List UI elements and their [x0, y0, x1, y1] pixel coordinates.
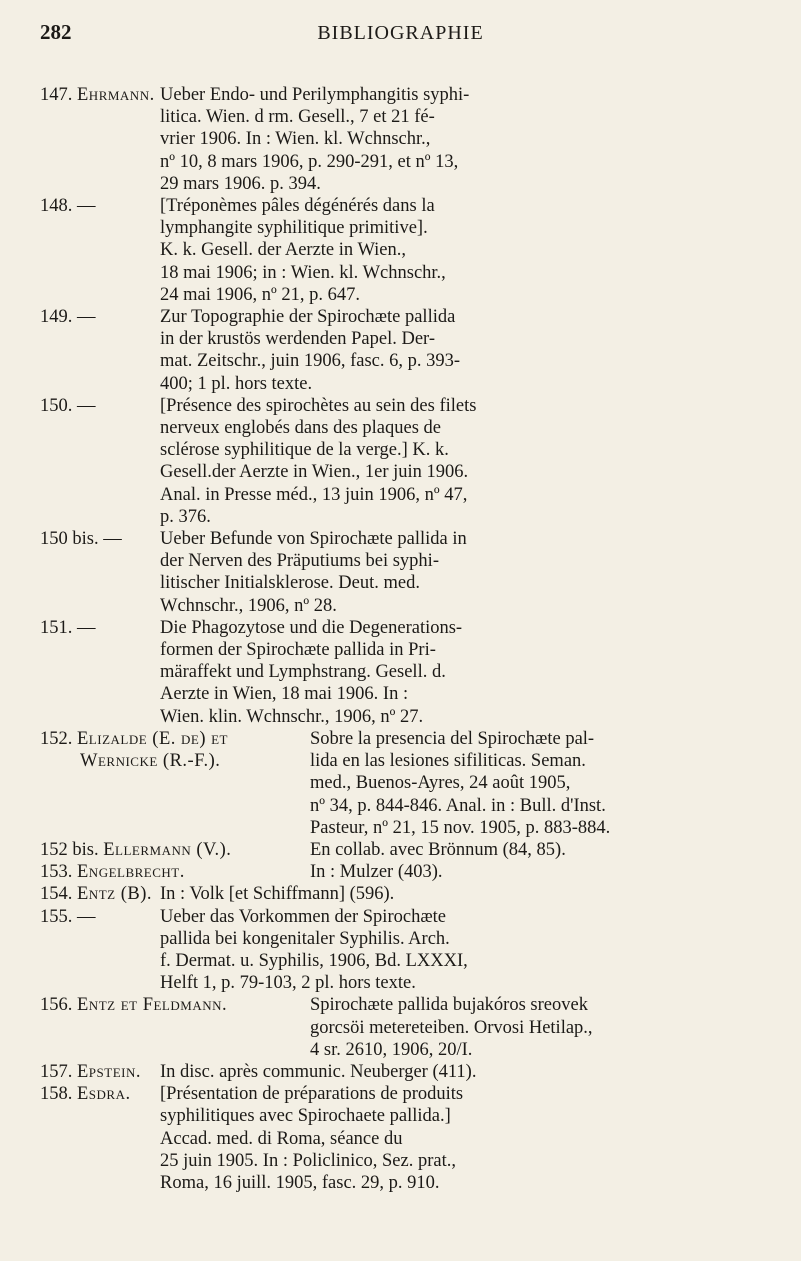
entry-line: 18 mai 1906; in : Wien. kl. Wchnschr., [160, 262, 446, 283]
entry-author: — [77, 196, 96, 217]
entry-text [160, 195, 780, 306]
entry-line: Zur Topographie der Spirochæte pallida [160, 307, 456, 328]
entry-line: litischer Initialsklerose. Deut. med. [160, 573, 420, 594]
entry-line: Aerzte in Wien, 18 mai 1906. In : [160, 684, 409, 705]
entry-line: sclérose syphilitique de la verge.] K. k. [160, 440, 449, 461]
bib-entry [40, 1083, 780, 1194]
bib-entry [40, 883, 780, 905]
entry-line: märaffekt und Lymphstrang. Gesell. d. [160, 662, 446, 683]
entry-line: Wien. klin. Wchnschr., 1906, nº 27. [160, 706, 424, 727]
entry-line: nº 10, 8 mars 1906, p. 290-291, et nº 13, [160, 151, 459, 172]
entry-label [40, 839, 310, 861]
entry-author: Ehrmann. [77, 85, 155, 105]
entry-number: 152 bis. [40, 839, 104, 860]
entry-text [310, 839, 780, 861]
entry-line: Ueber Endo- und Perilymphangitis syphi- [160, 85, 470, 105]
entry-line: Ueber Befunde von Spirochæte pallida in [160, 529, 467, 550]
entry-line: nº 34, p. 844-846. Anal. in : Bull. d'Inst. [310, 795, 606, 816]
entry-text [310, 728, 780, 839]
bib-entry [40, 839, 780, 861]
entry-author: Elizalde (E. de) et [77, 728, 229, 749]
entry-author: Ellermann (V.). [103, 839, 232, 860]
page-header [0, 20, 801, 50]
entry-line: Accad. med. di Roma, séance du [160, 1128, 403, 1149]
entry-line: 400; 1 pl. hors texte. [160, 373, 313, 394]
entry-line: gorcsöi metereteiben. Orvosi Hetilap., [310, 1017, 593, 1038]
entry-line: formen der Spirochæte pallida in Pri- [160, 640, 436, 661]
entry-line: 4 sr. 2610, 1906, 20/I. [310, 1039, 473, 1060]
entry-label [40, 306, 160, 395]
entry-number: 156. [40, 995, 77, 1016]
entry-line: lymphangite syphilitique primitive]. [160, 218, 428, 239]
entry-author: — [103, 529, 123, 550]
bib-entry [40, 84, 780, 195]
entry-author: — [77, 906, 96, 927]
entry-author: Esdra. [77, 1084, 131, 1105]
entry-number: 153. [40, 862, 77, 883]
entry-line: Helft 1, p. 79-103, 2 pl. hors texte. [160, 973, 416, 994]
page-number: 282 [40, 20, 72, 44]
entry-text [160, 1083, 780, 1194]
entry-author: Entz (B). [77, 884, 152, 905]
entry-line: Spirochæte pallida bujakóros sreovek [310, 995, 588, 1016]
bib-entry [40, 528, 780, 617]
entry-author: — [77, 307, 96, 328]
bib-entry [40, 617, 780, 728]
entry-text [160, 617, 780, 728]
entry-text [310, 861, 780, 883]
entry-line: 25 juin 1905. In : Policlinico, Sez. prat., [160, 1150, 456, 1171]
entry-label [40, 994, 310, 1061]
entry-text [160, 306, 780, 395]
entry-line: Die Phagozytose und die Degenerations- [160, 617, 463, 638]
entry-line: vrier 1906. In : Wien. kl. Wchnschr., [160, 129, 431, 150]
entry-line: p. 376. [160, 506, 211, 527]
bib-entry [40, 728, 780, 839]
entry-line: Ueber das Vorkommen der Spirochæte [160, 906, 447, 927]
entry-number: 157. [40, 1061, 77, 1082]
entry-line: En collab. avec Brönnum (84, 85). [310, 839, 566, 860]
entry-author: Engelbrecht. [77, 862, 185, 883]
entry-line: Sobre la presencia del Spirochæte pal- [310, 728, 595, 749]
bib-entry [40, 861, 780, 883]
entry-line: Wchnschr., 1906, nº 28. [160, 595, 337, 616]
entry-line: pallida bei kongenitaler Syphilis. Arch. [160, 928, 450, 949]
entry-text [160, 906, 780, 995]
entry-line: K. k. Gesell. der Aerzte in Wien., [160, 240, 407, 261]
entry-label [40, 906, 160, 995]
entry-text [160, 883, 780, 905]
entry-label [40, 728, 310, 839]
bib-entry [40, 1061, 780, 1083]
entry-author: — [77, 617, 96, 638]
entry-line: Gesell.der Aerzte in Wien., 1er juin 1906. [160, 462, 469, 483]
entry-number: 150 bis. [40, 529, 104, 550]
entry-number: 149. [40, 307, 77, 328]
entry-line: med., Buenos-Ayres, 24 août 1905, [310, 773, 571, 794]
entry-line: 24 mai 1906, nº 21, p. 647. [160, 284, 360, 305]
entry-line: Pasteur, nº 21, 15 nov. 1905, p. 883-884. [310, 817, 611, 838]
entry-text [160, 395, 780, 528]
entry-label [40, 195, 160, 306]
entry-label [40, 528, 160, 617]
entry-text [160, 84, 780, 195]
bibliography-list [40, 84, 780, 1194]
entry-line: In : Volk [et Schiffmann] (596). [160, 884, 395, 905]
entry-line: in der krustös werdenden Papel. Der- [160, 329, 435, 350]
entry-label [40, 617, 160, 728]
entry-line: lida en las lesiones sifiliticas. Seman. [310, 751, 586, 772]
entry-line: [Présence des spirochètes au sein des filets [160, 395, 477, 416]
entry-author-2: Wernicke (R.-F.). [80, 751, 221, 772]
running-title: BIBLIOGRAPHIE [317, 22, 484, 44]
entry-author: — [77, 395, 96, 416]
entry-text [310, 994, 780, 1061]
bib-entry [40, 195, 780, 306]
entry-number: 152. [40, 728, 77, 749]
entry-line: der Nerven des Präputiums bei syphi- [160, 551, 439, 572]
entry-text [160, 1061, 780, 1083]
entry-label [40, 395, 160, 528]
entry-line: In disc. après communic. Neuberger (411). [160, 1061, 477, 1082]
entry-line: syphilitiques avec Spirochaete pallida.] [160, 1106, 451, 1127]
entry-label [40, 861, 310, 883]
entry-label [40, 1061, 160, 1083]
bib-entry [40, 306, 780, 395]
bib-entry [40, 395, 780, 528]
entry-number: 151. [40, 617, 77, 638]
entry-author: Entz et Feldmann. [77, 995, 228, 1016]
entry-number: 154. [40, 884, 77, 905]
entry-line: f. Dermat. u. Syphilis, 1906, Bd. LXXXI, [160, 950, 468, 971]
entry-line: nerveux englobés dans des plaques de [160, 418, 442, 439]
entry-line: [Tréponèmes pâles dégénérés dans la [160, 196, 435, 217]
entry-number: 155. [40, 906, 77, 927]
entry-label [40, 84, 160, 195]
entry-line: [Présentation de préparations de produits [160, 1084, 464, 1105]
entry-line: mat. Zeitschr., juin 1906, fasc. 6, p. 393- [160, 351, 461, 372]
entry-author: Epstein. [77, 1061, 141, 1082]
entry-label [40, 1083, 160, 1194]
entry-line: 29 mars 1906. p. 394. [160, 173, 321, 194]
entry-number: 148. [40, 196, 77, 217]
entry-number: 147. [40, 85, 77, 105]
entry-label [40, 883, 160, 905]
entry-text [160, 528, 780, 617]
entry-line: Roma, 16 juill. 1905, fasc. 29, p. 910. [160, 1172, 440, 1193]
entry-line: Anal. in Presse méd., 13 juin 1906, nº 47, [160, 484, 468, 505]
bib-entry [40, 994, 780, 1061]
bib-entry [40, 906, 780, 995]
entry-line: litica. Wien. d rm. Gesell., 7 et 21 fé- [160, 107, 435, 128]
entry-line: In : Mulzer (403). [310, 862, 443, 883]
entry-number: 158. [40, 1084, 77, 1105]
entry-number: 150. [40, 395, 77, 416]
